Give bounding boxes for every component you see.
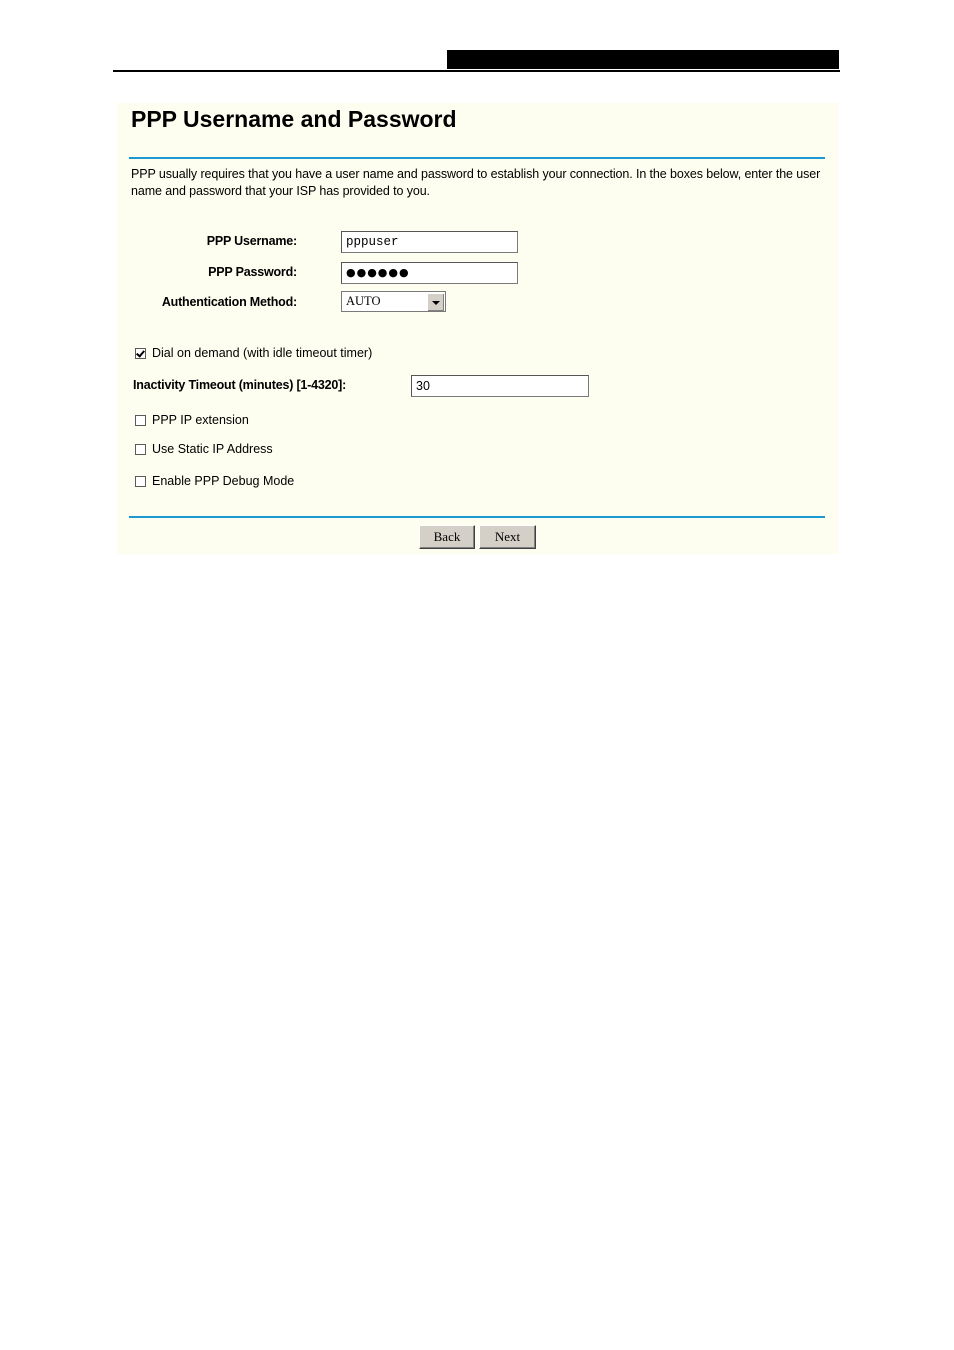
ppp-ip-extension-label: PPP IP extension <box>152 413 249 427</box>
auth-method-label: Authentication Method: <box>161 295 297 309</box>
dial-on-demand-checkbox[interactable] <box>135 348 146 359</box>
password-input[interactable]: ●●●●●● <box>341 262 518 284</box>
dial-on-demand-row[interactable] <box>135 345 372 361</box>
back-button[interactable]: Back <box>419 525 475 549</box>
auth-method-select[interactable] <box>341 291 446 312</box>
ppp-debug-mode-row[interactable] <box>135 473 294 489</box>
inactivity-timeout-input[interactable] <box>411 375 589 397</box>
top-divider <box>129 157 825 159</box>
inactivity-timeout-label: Inactivity Timeout (minutes) [1-4320]: <box>133 378 347 392</box>
username-label: PPP Username: <box>206 234 297 248</box>
use-static-ip-checkbox[interactable] <box>135 444 146 455</box>
auth-method-value: AUTO <box>346 294 381 308</box>
ppp-debug-mode-checkbox[interactable] <box>135 476 146 487</box>
page-header-bar <box>447 50 839 69</box>
next-button[interactable]: Next <box>479 525 536 549</box>
use-static-ip-label: Use Static IP Address <box>152 442 273 456</box>
page-header-line <box>113 70 840 72</box>
ppp-settings-panel <box>117 103 839 554</box>
ppp-ip-extension-row[interactable] <box>135 412 249 428</box>
page-title: PPP Username and Password <box>131 106 457 132</box>
ppp-ip-extension-checkbox[interactable] <box>135 415 146 426</box>
dial-on-demand-label: Dial on demand (with idle timeout timer) <box>152 346 373 360</box>
intro-text: PPP usually requires that you have a user name and password to establish your connection. In the boxes below, enter the user name and password that your ISP has provided to you. <box>131 167 821 198</box>
use-static-ip-row[interactable] <box>135 441 273 457</box>
chevron-down-icon[interactable] <box>427 293 444 311</box>
username-input[interactable] <box>341 231 518 253</box>
bottom-divider <box>129 516 825 518</box>
password-label: PPP Password: <box>208 265 297 279</box>
ppp-debug-mode-label: Enable PPP Debug Mode <box>152 474 295 488</box>
